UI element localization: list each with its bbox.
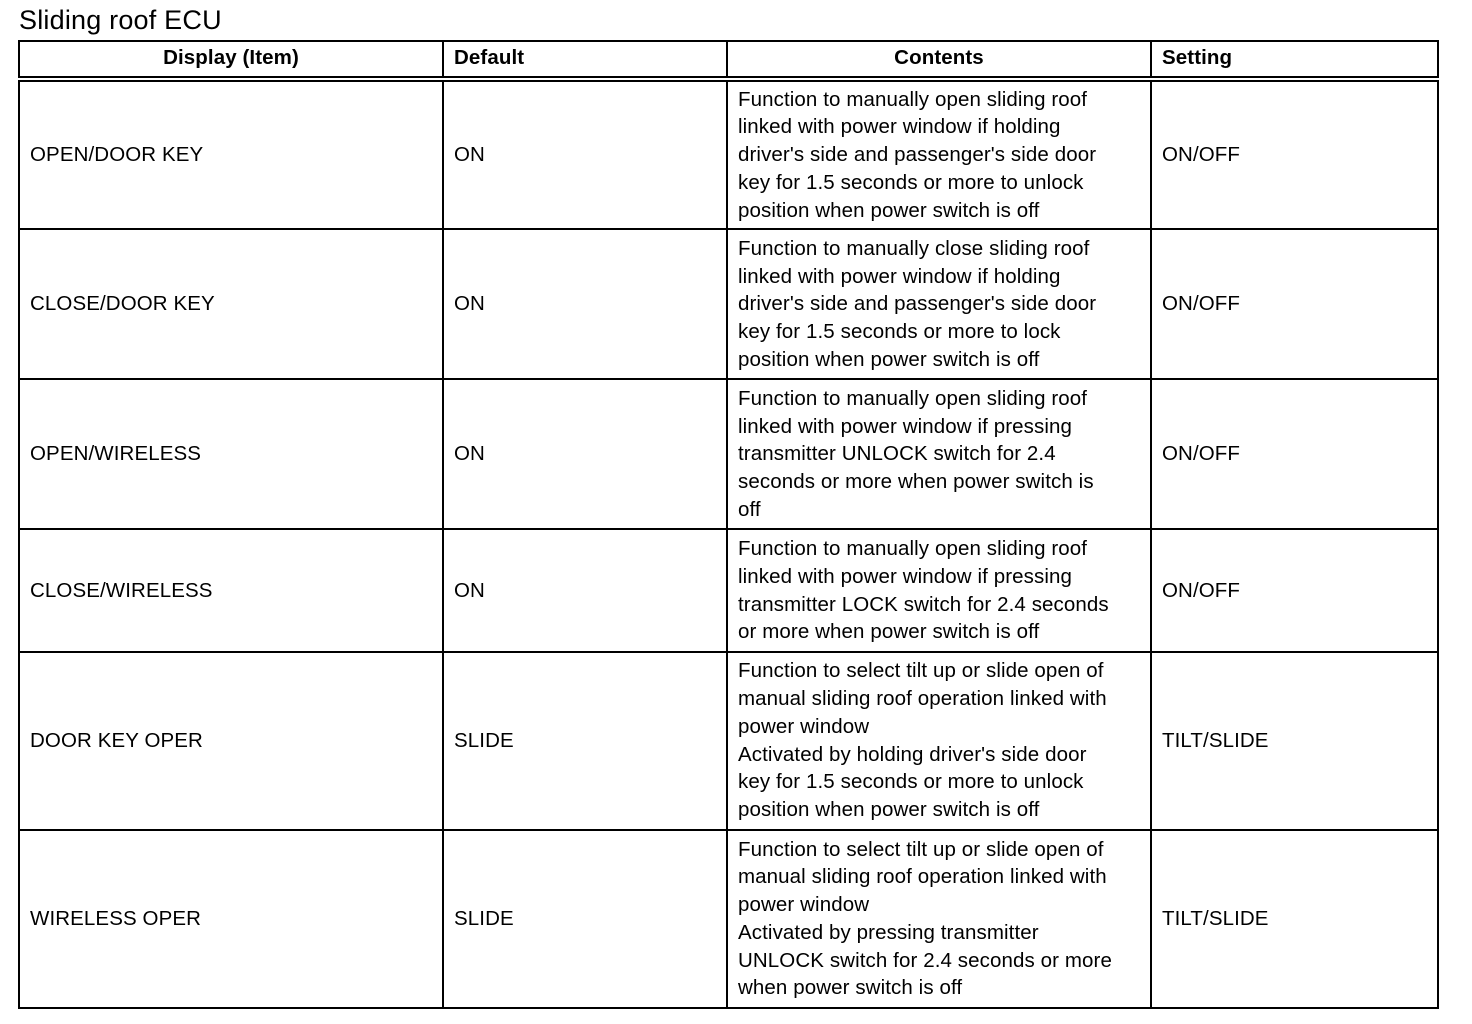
sliding-roof-ecu-table: [18, 40, 1439, 1009]
table-row: [19, 229, 1438, 379]
table-row: [19, 79, 1438, 229]
cell-display: WIRELESS OPER: [19, 830, 443, 1008]
cell-setting: TILT/SLIDE: [1151, 830, 1438, 1008]
cell-contents: Function to select tilt up or slide open of manual sliding roof operation linked with power window Activated by pressing transmitter UNLOCK switch for 2.4 seconds or more when power switch is off: [727, 830, 1151, 1008]
cell-contents: Function to manually open sliding roof linked with power window if holding driver's side and passenger's side door key for 1.5 seconds or more to unlock position when power switch is off: [727, 79, 1151, 229]
cell-default: SLIDE: [443, 830, 727, 1008]
table-header-row: [19, 41, 1438, 79]
cell-display: OPEN/WIRELESS: [19, 379, 443, 529]
cell-contents: Function to manually open sliding roof linked with power window if pressing transmitter LOCK switch for 2.4 seconds or more when power switch is off: [727, 529, 1151, 651]
cell-setting: ON/OFF: [1151, 529, 1438, 651]
cell-default: ON: [443, 529, 727, 651]
cell-display: DOOR KEY OPER: [19, 652, 443, 830]
cell-setting: TILT/SLIDE: [1151, 652, 1438, 830]
cell-default: ON: [443, 229, 727, 379]
cell-default: ON: [443, 379, 727, 529]
cell-display: CLOSE/DOOR KEY: [19, 229, 443, 379]
header-setting: Setting: [1151, 41, 1438, 79]
cell-setting: ON/OFF: [1151, 229, 1438, 379]
cell-contents: Function to select tilt up or slide open of manual sliding roof operation linked with power window Activated by holding driver's side door key for 1.5 seconds or more to unlock position when power switch is off: [727, 652, 1151, 830]
cell-setting: ON/OFF: [1151, 79, 1438, 229]
cell-default: ON: [443, 79, 727, 229]
page-title: Sliding roof ECU: [19, 5, 222, 35]
header-default: Default: [443, 41, 727, 79]
table-row: [19, 529, 1438, 651]
cell-display: CLOSE/WIRELESS: [19, 529, 443, 651]
header-display-item: Display (Item): [19, 41, 443, 79]
table-row: [19, 652, 1438, 830]
cell-setting: ON/OFF: [1151, 379, 1438, 529]
cell-display: OPEN/DOOR KEY: [19, 79, 443, 229]
cell-contents: Function to manually close sliding roof linked with power window if holding driver's side and passenger's side door key for 1.5 seconds or more to lock position when power switch is off: [727, 229, 1151, 379]
table-row: [19, 830, 1438, 1008]
table-row: [19, 379, 1438, 529]
cell-contents: Function to manually open sliding roof linked with power window if pressing transmitter UNLOCK switch for 2.4 seconds or more when power switch is off: [727, 379, 1151, 529]
header-contents: Contents: [727, 41, 1151, 79]
cell-default: SLIDE: [443, 652, 727, 830]
